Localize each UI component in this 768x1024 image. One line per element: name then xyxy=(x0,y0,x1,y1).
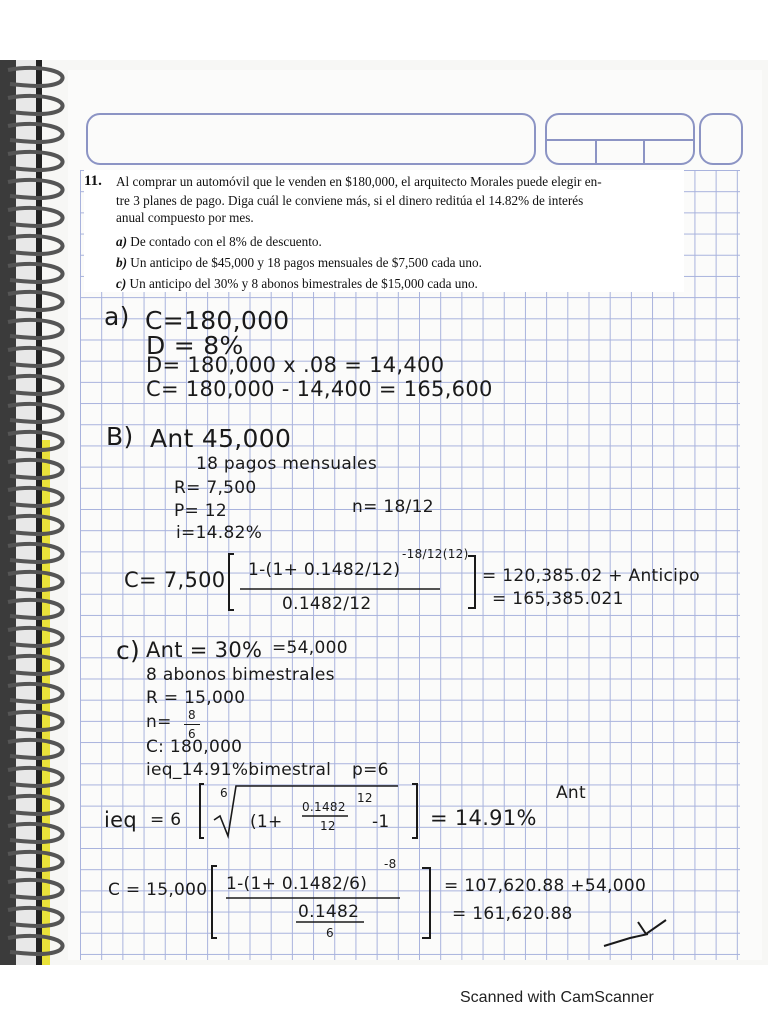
printed-problem xyxy=(84,170,684,292)
solution-a-line-1: C=180,000 xyxy=(145,306,290,335)
solution-b-result-1: = 120,385.02 + Anticipo xyxy=(482,566,700,586)
solution-c-abonos: 8 abonos bimestrales xyxy=(146,665,335,685)
solution-c-formula-num: 1-(1+ 0.1482/6) xyxy=(226,874,368,894)
ieq-minus: -1 xyxy=(372,812,390,832)
solution-c-n-num: 8 xyxy=(188,708,196,722)
solution-a-line-2: D = 8% xyxy=(146,331,244,360)
ieq-exp: 12 xyxy=(357,791,373,805)
ieq-result: = 14.91% xyxy=(430,806,537,830)
solution-c-label: c) xyxy=(116,636,141,665)
solution-c-ant: Ant = 30% xyxy=(146,638,263,662)
option-c: c) Un anticipo del 30% y 8 abonos bimestrales de $15,000 cada uno. xyxy=(116,276,478,291)
problem-line-2: tre 3 planes de pago. Diga cuál le conviene más, si el dinero reditúa el 14.82% de interés xyxy=(116,193,584,208)
solution-c-ant-val: =54,000 xyxy=(272,638,348,658)
solution-c-formula-exp: -8 xyxy=(384,857,397,871)
problem-line-3: anual compuesto por mes. xyxy=(116,210,254,225)
ieq-eq: = 6 xyxy=(150,810,182,830)
solution-a-line-3: D= 180,000 x .08 = 14,400 xyxy=(146,353,445,377)
solution-b-formula-exp: -18/12(12) xyxy=(402,547,469,561)
solution-c-ieq: ieq_14.91%bimestral xyxy=(146,760,332,780)
solution-b-r: R= 7,500 xyxy=(174,478,257,498)
ieq-root-index: 6 xyxy=(220,786,228,800)
header-box-date xyxy=(545,113,695,165)
solution-a-line-4: C= 180,000 - 14,400 = 165,600 xyxy=(146,377,493,401)
option-a: a) De contado con el 8% de descuento. xyxy=(116,234,322,249)
header-box-number xyxy=(699,113,743,165)
solution-c-formula-den-den: 6 xyxy=(326,926,334,940)
solution-b-formula-c: C= 7,500 xyxy=(124,568,226,592)
ieq-frac-num: 0.1482 xyxy=(302,800,346,814)
solution-b-label: B) xyxy=(106,422,134,451)
check-mark xyxy=(600,912,672,952)
solution-c-n-den: 6 xyxy=(188,727,196,741)
solution-c-n-bar xyxy=(184,724,200,725)
solution-c-ant-note: Ant xyxy=(556,783,586,803)
solution-c-formula-den-num: 0.1482 xyxy=(298,902,360,922)
solution-a-label: a) xyxy=(104,302,130,331)
solution-c-n-label: n= xyxy=(146,712,172,732)
solution-c-r: R = 15,000 xyxy=(146,688,246,708)
solution-b-p: P= 12 xyxy=(174,501,228,521)
solution-b-i: i=14.82% xyxy=(176,523,263,543)
solution-c-result-1: = 107,620.88 +54,000 xyxy=(444,876,647,896)
scanner-watermark: Scanned with CamScanner xyxy=(460,989,654,1006)
solution-b-ant: Ant 45,000 xyxy=(150,424,292,453)
problem-number: 11. xyxy=(84,173,102,189)
solution-c-result-2: = 161,620.88 xyxy=(452,904,573,924)
option-b: b) Un anticipo de $45,000 y 18 pagos mensuales de $7,500 cada uno. xyxy=(116,255,482,270)
solution-b-formula-den: 0.1482/12 xyxy=(282,594,372,614)
ieq-left: ieq xyxy=(104,808,137,832)
solution-b-formula-num: 1-(1+ 0.1482/12) xyxy=(248,560,401,580)
ieq-frac-den: 12 xyxy=(320,819,336,833)
solution-c-c: C: 180,000 xyxy=(146,737,243,757)
ieq-inner: (1+ xyxy=(250,812,283,832)
solution-c-formula-c: C = 15,000 xyxy=(108,880,208,900)
header-box-name xyxy=(86,113,536,165)
solution-b-pagos: 18 pagos mensuales xyxy=(196,454,377,474)
solution-b-result-2: = 165,385.021 xyxy=(492,589,624,609)
solution-b-n: n= 18/12 xyxy=(352,497,434,517)
problem-line-1: Al comprar un automóvil que le venden en $180,000, el arquitecto Morales puede elegir en- xyxy=(116,174,602,189)
solution-c-p: p=6 xyxy=(352,760,389,780)
